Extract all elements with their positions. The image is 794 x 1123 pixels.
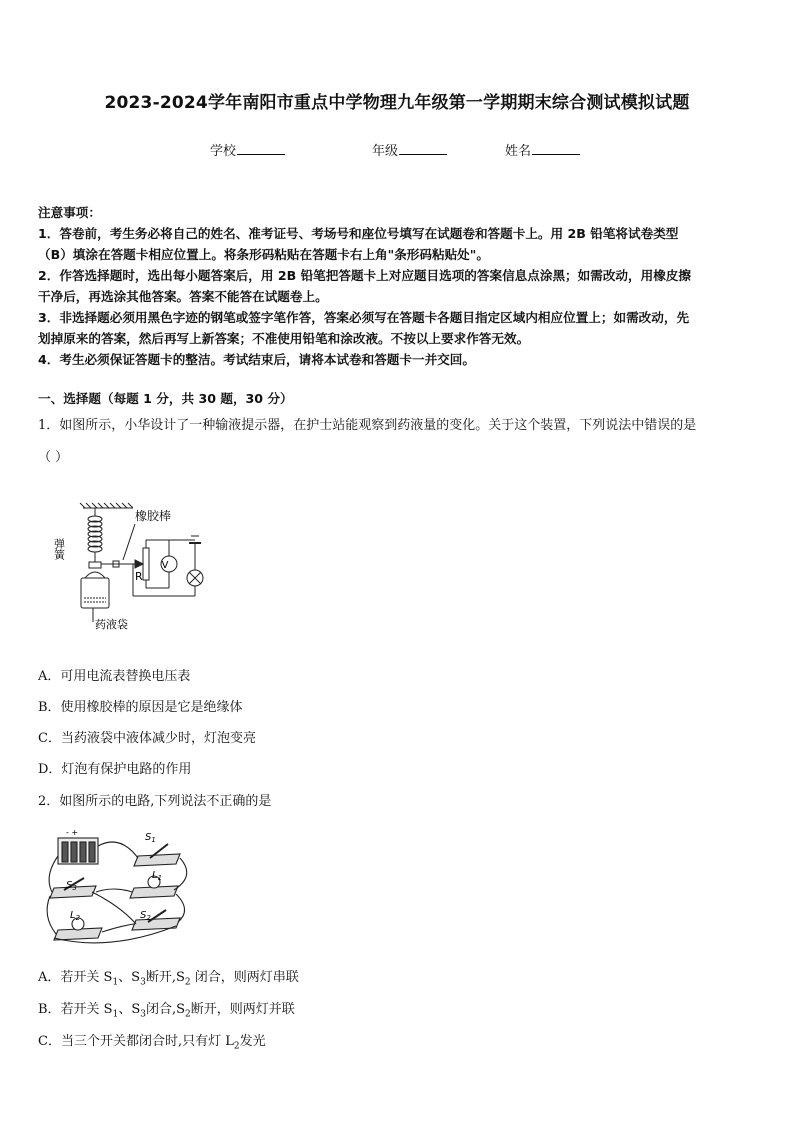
- school-blank: [237, 142, 285, 155]
- q2-figure: [40, 826, 200, 948]
- s3-label: $S_3$: [66, 880, 77, 892]
- notice-block: [38, 202, 763, 370]
- notice-line: 1．答卷前，考生务必将自己的姓名、准考证号、考场号和座位号填写在试题卷和答题卡上。用 2B 铅笔将试卷类型: [38, 226, 679, 241]
- s1-label: $S_1$: [145, 832, 156, 844]
- grade-blank: [399, 142, 447, 155]
- notice-line: 4．考生必须保证答题卡的整洁。考试结束后，请将本试卷和答题卡一并交回。: [38, 352, 475, 367]
- rod-label: 橡胶棒: [135, 509, 172, 523]
- school-field: [210, 140, 285, 159]
- q2-stem: 2．如图所示的电路,下列说法不正确的是: [38, 794, 272, 809]
- grade-field: [372, 140, 447, 159]
- grade-label: 年级: [372, 144, 399, 159]
- notice-heading: 注意事项：: [38, 205, 101, 220]
- bag-label: 药液袋: [95, 618, 128, 631]
- page-title: 2023-2024学年南阳市重点中学物理九年级第一学期期末综合测试模拟试题: [104, 93, 690, 113]
- notice-line: 3．非选择题必须用黑色字迹的钢笔或签字笔作答，答案必须写在答题卡各题目指定区域内相应位置上；如需改动，先: [38, 310, 690, 325]
- spring-label: 弹簧: [52, 538, 66, 560]
- name-blank: [532, 142, 580, 155]
- q1-option-b[interactable]: B．使用橡胶棒的原因是它是绝缘体: [38, 700, 243, 715]
- q1-option-c[interactable]: C．当药液袋中液体减少时，灯泡变亮: [38, 731, 256, 746]
- battery-terminals: - +: [66, 828, 79, 837]
- resistor-label: R: [135, 570, 143, 583]
- q1-option-a[interactable]: A．可用电流表替换电压表: [38, 669, 191, 684]
- name-label: 姓名: [505, 144, 532, 159]
- l1-label: $L_1$: [152, 870, 163, 882]
- notice-line: 2．作答选择题时，选出每小题答案后，用 2B 铅笔把答题卡上对应题目选项的答案信息点涂黑；如需改动，用橡皮擦: [38, 268, 691, 283]
- notice-line: 干净后，再选涂其他答案。答案不能答在试题卷上。: [38, 289, 328, 304]
- s2-label: $S_2$: [140, 910, 151, 922]
- name-field: [505, 140, 580, 159]
- q1-option-d[interactable]: D．灯泡有保护电路的作用: [38, 762, 192, 777]
- section-heading: 一、选择题（每题 1 分，共 30 题，30 分）: [38, 391, 293, 406]
- q1-stem-paren: （ ）: [38, 450, 69, 465]
- voltmeter-label: V: [161, 560, 169, 571]
- notice-line: （B）填涂在答题卡相应位置上。将条形码粘贴在答题卡右上角"条形码粘贴处"。: [38, 247, 489, 262]
- school-label: 学校: [210, 144, 237, 159]
- q2-option-c[interactable]: C．当三个开关都闭合时,只有灯 $L_2$发光: [38, 1034, 266, 1052]
- q1-figure: [52, 500, 215, 635]
- q2-option-b[interactable]: B．若开关 $S_1$、$S_3$闭合$,S_2$断开，则两灯并联: [38, 1002, 295, 1020]
- notice-line: 划掉原来的答案，然后再写上新答案；不准使用铅笔和涂改液。不按以上要求作答无效。: [38, 331, 530, 346]
- l2-label: $L_2$: [70, 910, 81, 922]
- q1-stem: 1．如图所示，小华设计了一种输液提示器，在护士站能观察到药液量的变化。关于这个装置，下列说法中错误的是: [38, 418, 697, 433]
- q2-option-a[interactable]: A．若开关 $S_1$、$S_3$断开$,S_2$ 闭合，则两灯串联: [38, 970, 299, 988]
